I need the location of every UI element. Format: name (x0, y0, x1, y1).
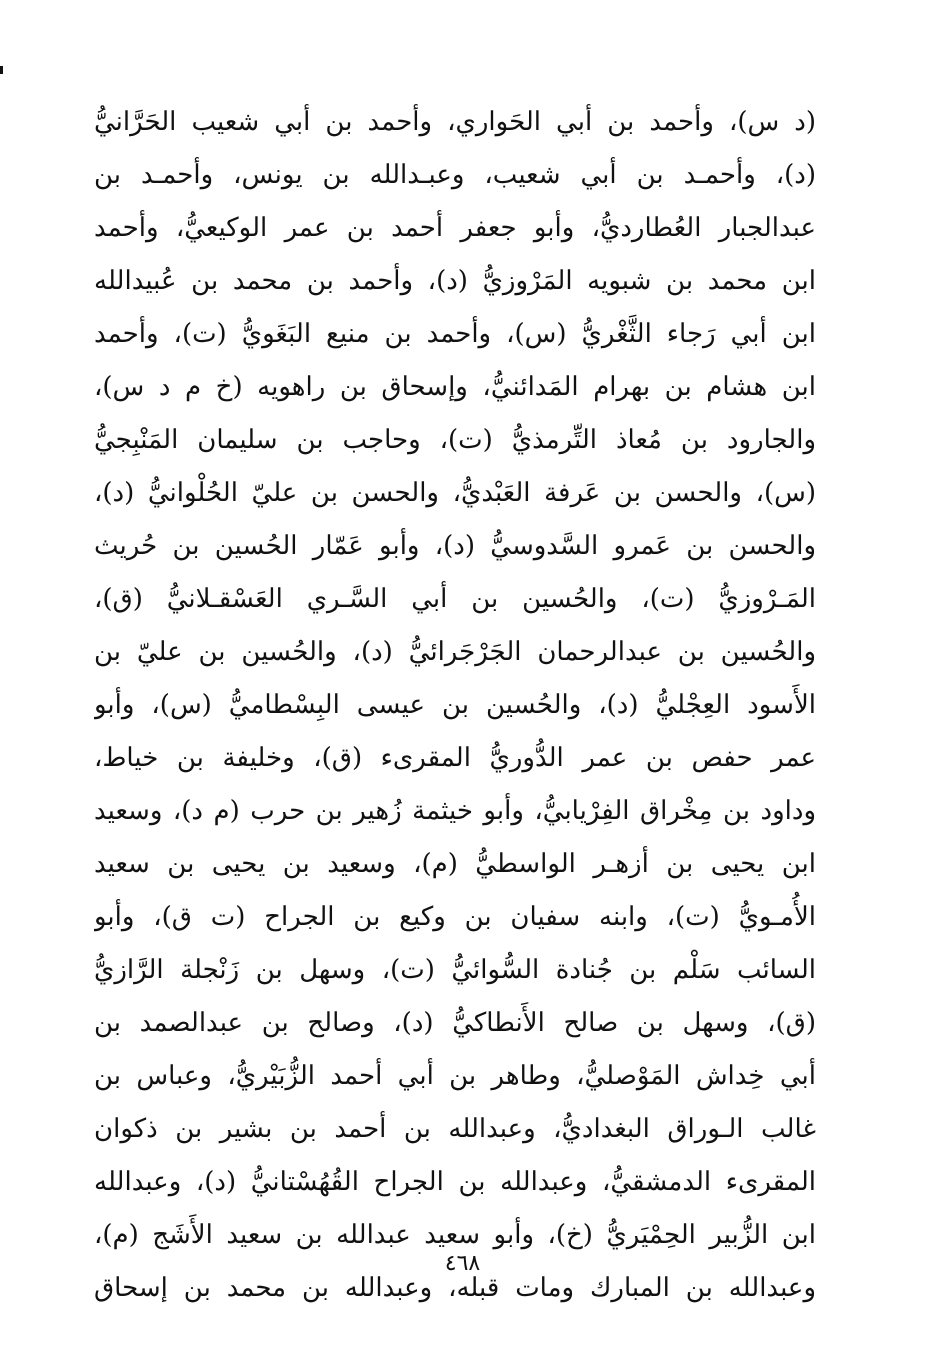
text-line: الأُمـويُّ (ت)، وابنه سفيان بن وكيع بن الجراح (ت ق)، وأبو (94, 902, 816, 932)
text-line: (د)، وأحمـد بن أبي شعيب، وعبـدالله بن يونس، وأحمـد بن (94, 160, 816, 190)
text-line: عبدالجبار العُطارديُّ، وأبو جعفر أحمد بن عمر الوكيعيُّ، وأحمد (94, 213, 816, 243)
text-line: وداود بن مِخْراق الفِرْيابيُّ، وأبو خيثمة زُهير بن حرب (م د)، وسعيد (94, 796, 816, 826)
text-line: (ق)، وسهل بن صالح الأَنطاكيُّ (د)، وصالح بن عبدالصمد بن (94, 1008, 816, 1038)
text-line: ابن محمد بن شبويه المَرْوزيُّ (د)، وأحمد بن محمد بن عُبيدالله (94, 266, 816, 296)
text-line: أبي خِداش المَوْصليُّ، وطاهر بن أبي أحمد الزُّبَيْريُّ، وعباس بن (94, 1061, 816, 1091)
text-line: المَـرْوزيُّ (ت)، والحُسين بن أبي السَّـري العَسْقـلانيُّ (ق)، (94, 584, 816, 614)
text-line: والحسن بن عَمرو السَّدوسيُّ (د)، وأبو عَمّار الحُسين بن حُريث (94, 531, 816, 561)
text-line: غالب الـوراق البغداديُّ، وعبدالله بن أحمد بن بشير بن ذكوان (94, 1114, 816, 1144)
text-line: وعبدالله بن المبارك ومات قبله، وعبدالله بن محمد بن إسحاق (94, 1273, 816, 1303)
text-line: ابن أبي رَجاء الثَّغْريُّ (س)، وأحمد بن منيع البَغَويُّ (ت)، وأحمد (94, 319, 816, 349)
text-line: ابن الزُّبير الحِمْيَريُّ (خ)، وأبو سعيد عبدالله بن سعيد الأَشَج (م)، (94, 1220, 816, 1250)
margin-mark (0, 66, 3, 74)
text-line: والحُسين بن عبدالرحمان الجَرْجَرائيُّ (د)، والحُسين بن عليّ بن (94, 637, 816, 667)
text-line: المقرىء الدمشقيُّ، وعبدالله بن الجراح القُهُسْتانيُّ (د)، وعبدالله (94, 1167, 816, 1197)
text-line: (د س)، وأحمد بن أبي الحَواري، وأحمد بن أبي شعيب الحَرَّانيُّ (94, 107, 816, 137)
text-line: السائب سَلْم بن جُنادة السُّوائيُّ (ت)، وسهل بن زَنْجلة الرَّازيُّ (94, 955, 816, 985)
text-line: الأَسود العِجْليُّ (د)، والحُسين بن عيسى البِسْطاميُّ (س)، وأبو (94, 690, 816, 720)
text-line: ابن هشام بن بهرام المَدائنيُّ، وإسحاق بن راهويه (خ م د س)، (94, 372, 816, 402)
text-line: عمر حفص بن عمر الدُّوريُّ المقرىء (ق)، وخليفة بن خياط، (94, 743, 816, 773)
text-line: ابن يحيى بن أزهـر الواسطيُّ (م)، وسعيد بن يحيى بن سعيد (94, 849, 816, 879)
text-line: (س)، والحسن بن عَرفة العَبْديُّ، والحسن بن عليّ الحُلْوانيُّ (د)، (94, 478, 816, 508)
body-text (94, 96, 816, 1315)
page-number: ٤٦٨ (444, 1251, 481, 1276)
text-line: والجارود بن مُعاذ التِّرمذيُّ (ت)، وحاجب بن سليمان المَنْبِجيُّ (94, 425, 816, 455)
